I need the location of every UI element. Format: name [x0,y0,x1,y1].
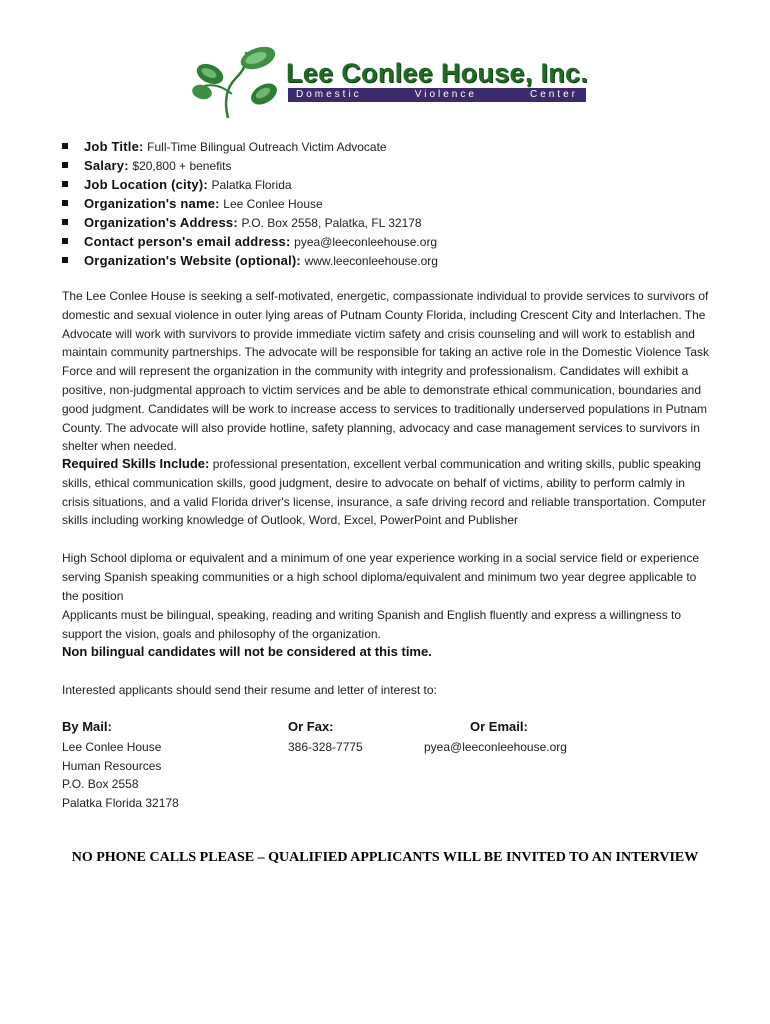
detail-value: Full-Time Bilingual Outreach Victim Advocate [147,140,387,154]
detail-label: Salary: [84,158,129,173]
mail-header: By Mail: [62,719,112,734]
skills-label: Required Skills Include: [62,456,210,471]
detail-value: $20,800 + benefits [132,159,232,173]
job-detail-item [62,194,742,213]
detail-value: pyea@leeconleehouse.org [294,235,438,249]
logo-subtitle-word: Center [529,89,578,100]
bullet-square-icon [62,181,68,187]
email-address: pyea@leeconleehouse.org [424,739,567,754]
mail-line: Human Resources [62,758,162,773]
job-description: The Lee Conlee House is seeking a self-motivated, energetic, compassionate individual to provide services to survivors of domestic and sexual violence in outer lying areas of Putnam County Florida, including Crescent City and Interlachen. The Advocate will work with survivors to provide immediate victim safety and crisis counseling and will work to establish and maintain community partnerships. The advocate will be responsible for taking an active role in the Domestic Violence Task Force and will represent the organization in the community with integrity and professionalism. Candidates will exhibit a positive, non-judgmental approach to victim services and be able to demonstrate ethical communication, boundaries and good judgment. Candidates will be work to increase access to services to traditionally underserved populations in Putnam County. The advocate will also provide hotline, safety planning, advocacy and case management services to survivors in shelter when needed. [62,289,709,454]
mail-line: P.O. Box 2558 [62,777,139,792]
mail-line: Lee Conlee House [62,739,162,754]
job-detail-item [62,213,742,232]
fax-header: Or Fax: [288,719,334,734]
detail-label: Contact person's email address: [84,234,291,249]
job-detail-item [62,156,742,175]
contact-by-email [424,718,567,757]
education-requirements: High School diploma or equivalent and a minimum of one year experience working in a social service field or experience serving Spanish speaking communities or a high school diploma/equivalent and minimum two year degree applicable to the position [62,551,700,603]
logo-name: Lee Conlee House, Inc. [286,58,589,88]
job-details-list [62,137,742,270]
logo-subtitle-word: Domestic [296,89,362,100]
leaf-vine-icon [188,44,288,120]
email-header: Or Email: [470,719,528,734]
no-phone-calls-notice: NO PHONE CALLS PLEASE – QUALIFIED APPLICANTS WILL BE INVITED TO AN INTERVIEW [71,850,699,865]
bullet-square-icon [62,238,68,244]
bullet-square-icon [62,143,68,149]
bullet-square-icon [62,219,68,225]
job-detail-item [62,251,742,270]
bullet-square-icon [62,200,68,206]
detail-label: Job Title: [84,139,144,154]
job-detail-item [62,232,742,251]
detail-value: Lee Conlee House [223,197,323,211]
detail-value: Palatka Florida [211,178,292,192]
detail-label: Job Location (city): [84,177,208,192]
organization-logo [188,44,590,120]
bilingual-requirement: Applicants must be bilingual, speaking, reading and writing Spanish and English fluently and express a willingness to support the vision, goals and philosophy of the organization. [62,608,682,641]
detail-value: P.O. Box 2558, Palatka, FL 32178 [241,216,422,230]
required-skills [62,455,710,530]
detail-label: Organization's Address: [84,215,238,230]
detail-value: www.leeconleehouse.org [304,254,438,268]
detail-label: Organization's Website (optional): [84,253,301,268]
bullet-square-icon [62,257,68,263]
fax-number: 386-328-7775 [288,739,363,754]
job-detail-item [62,175,742,194]
contact-by-fax [288,718,363,757]
apply-instructions: Interested applicants should send their resume and letter of interest to: [62,683,437,697]
logo-subtitle [288,88,586,102]
job-detail-item [62,137,742,156]
contact-by-mail [62,718,179,813]
mail-line: Palatka Florida 32178 [62,796,179,811]
bullet-square-icon [62,162,68,168]
bilingual-warning: Non bilingual candidates will not be considered at this time. [62,644,432,659]
logo-subtitle-word: Violence [414,89,477,100]
skills-text: professional presentation, excellent verbal communication and writing skills, public speaking skills, ethical communication skills, good judgment, desire to advocate on behalf of victims, ability to perform calmly in crisis situations, and a valid Florida driver's license, insurance, a safe driving record and reliable transportation. Computer skills including working knowledge of Outlook, Word, Excel, PowerPoint and Publisher [62,457,706,528]
detail-label: Organization's name: [84,196,220,211]
